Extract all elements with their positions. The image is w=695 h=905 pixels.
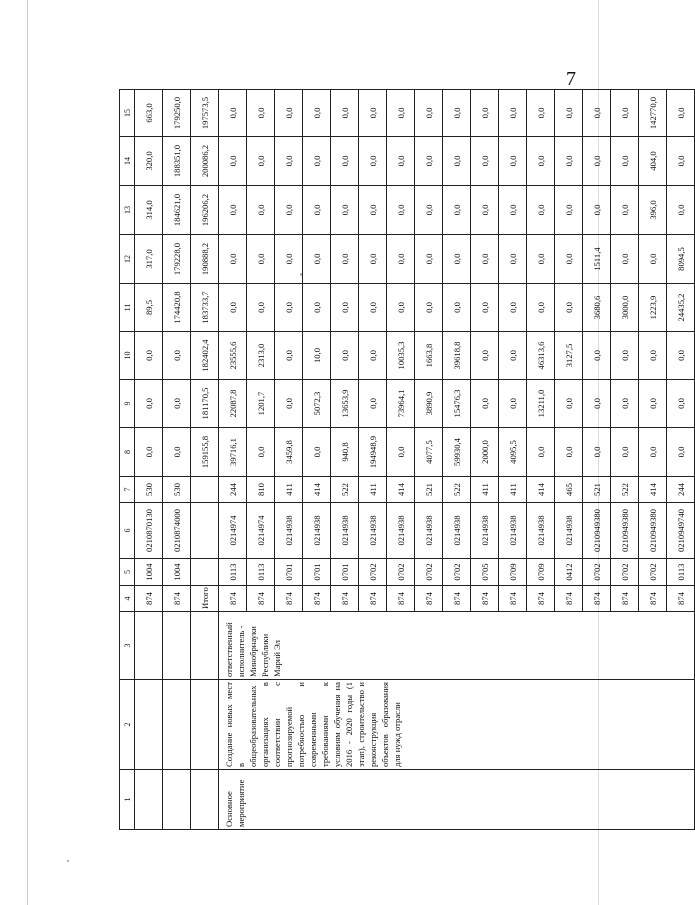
table-cell: 874 <box>611 586 639 612</box>
table-cell: 3680,6 <box>583 284 611 332</box>
table-cell: 810 <box>247 477 275 503</box>
table-cell <box>135 680 163 770</box>
table-cell: 0,0 <box>219 186 247 235</box>
table-cell <box>191 559 219 586</box>
table-cell: 0702 <box>415 559 443 586</box>
table-cell: 0,0 <box>583 380 611 428</box>
table-cell: 414 <box>387 477 415 503</box>
table-cell: 1663,8 <box>415 332 443 380</box>
table-cell: 0,0 <box>499 332 527 380</box>
table-cell <box>191 770 219 830</box>
table-cell: 0702 <box>443 559 471 586</box>
table-cell: 874 <box>331 586 359 612</box>
table-cell: 0113 <box>219 559 247 586</box>
table-cell: 0,0 <box>471 235 499 284</box>
table-cell: 0,0 <box>527 137 555 186</box>
table-cell: 0,0 <box>471 380 499 428</box>
scan-speck <box>67 860 69 862</box>
table-cell: 0,0 <box>387 186 415 235</box>
table-cell: 0214938 <box>555 503 583 559</box>
table-cell: 179228,0 <box>163 235 191 284</box>
column-number-11: 11 <box>120 284 135 332</box>
table-cell <box>191 612 219 680</box>
table-cell: 22087,8 <box>219 380 247 428</box>
table-cell: 0,0 <box>555 90 583 137</box>
table-cell: 0,0 <box>247 137 275 186</box>
table-cell: 0,0 <box>611 235 639 284</box>
table-cell: 0,0 <box>639 428 667 477</box>
table-cell: 10035,3 <box>387 332 415 380</box>
table-cell: 0,0 <box>667 137 695 186</box>
table-cell <box>191 680 219 770</box>
table-cell <box>191 503 219 559</box>
table-cell: 317,0 <box>135 235 163 284</box>
table-cell: 194948,9 <box>359 428 387 477</box>
table-cell: 0709 <box>527 559 555 586</box>
table-cell: 530 <box>135 477 163 503</box>
table-cell: 0,0 <box>667 186 695 235</box>
table-cell: 0,0 <box>219 284 247 332</box>
table-cell: 46313,6 <box>527 332 555 380</box>
table-cell: 1004 <box>135 559 163 586</box>
table-cell: 0412 <box>555 559 583 586</box>
table-cell: 0,0 <box>359 284 387 332</box>
table-cell: 0,0 <box>583 137 611 186</box>
table-cell: 0,0 <box>583 332 611 380</box>
table-cell: 874 <box>247 586 275 612</box>
table-cell: 874 <box>639 586 667 612</box>
total-value: 181170,5 <box>191 380 219 428</box>
table-cell: 874 <box>163 586 191 612</box>
table-cell: 0113 <box>247 559 275 586</box>
table-cell: 0,0 <box>555 428 583 477</box>
table-cell: 874 <box>359 586 387 612</box>
table-cell: 0,0 <box>527 235 555 284</box>
table-cell: 0,0 <box>583 186 611 235</box>
table-cell: 0702 <box>387 559 415 586</box>
table-cell: 8094,5 <box>667 235 695 284</box>
table-cell: 0214938 <box>275 503 303 559</box>
table-cell: 0,0 <box>471 137 499 186</box>
column-number-2: 2 <box>120 680 135 770</box>
table-cell: 874 <box>135 586 163 612</box>
total-row <box>191 90 219 830</box>
measure-description-cell: Создание новых мест в общеобразовательных организациях в соответствии с прогнозируемой потребностью и современными требованиями к условиям обучения на 2016 - 2020 годы (1 этап), строительство и реконструкция объектов образования для нужд отрасли <box>219 680 695 770</box>
table-cell: 59930,4 <box>443 428 471 477</box>
table-cell: 10,0 <box>303 332 331 380</box>
table-cell: 0210949380 <box>611 503 639 559</box>
table-cell: 0,0 <box>387 90 415 137</box>
table-cell: 0701 <box>275 559 303 586</box>
table-cell: 39618,8 <box>443 332 471 380</box>
table-cell <box>135 770 163 830</box>
column-number-10: 10 <box>120 332 135 380</box>
table-cell: 0,0 <box>359 90 387 137</box>
table-cell: 874 <box>415 586 443 612</box>
table-cell: 874 <box>583 586 611 612</box>
table-cell <box>135 612 163 680</box>
table-cell: 24435,2 <box>667 284 695 332</box>
table-cell: 0,0 <box>303 137 331 186</box>
table-cell: 0,0 <box>471 332 499 380</box>
table-cell: 1511,4 <box>583 235 611 284</box>
table-cell: 0,0 <box>415 186 443 235</box>
table-cell: 0,0 <box>303 428 331 477</box>
table-cell: 874 <box>667 586 695 612</box>
table-cell: 0,0 <box>443 284 471 332</box>
table-row <box>219 90 247 830</box>
table-cell: 0210949740 <box>667 503 695 559</box>
table-cell: 411 <box>499 477 527 503</box>
table-cell: 0,0 <box>275 186 303 235</box>
column-number-14: 14 <box>120 137 135 186</box>
table-cell: 0,0 <box>499 235 527 284</box>
table-cell: 0,0 <box>163 380 191 428</box>
table-cell: 244 <box>667 477 695 503</box>
table-cell: 0,0 <box>583 428 611 477</box>
table-cell: 0,0 <box>667 332 695 380</box>
table-cell: 0214938 <box>499 503 527 559</box>
table-row <box>135 90 163 830</box>
table-cell: 0702 <box>639 559 667 586</box>
table-cell: 2313,0 <box>247 332 275 380</box>
table-cell: 0,0 <box>555 137 583 186</box>
table-cell: 0,0 <box>527 428 555 477</box>
column-number-12: 12 <box>120 235 135 284</box>
table-cell: 411 <box>275 477 303 503</box>
table-cell <box>163 612 191 680</box>
table-cell: 663,0 <box>135 90 163 137</box>
total-value: 196206,2 <box>191 186 219 235</box>
table-cell: 0,0 <box>275 332 303 380</box>
table-cell: 0,0 <box>555 186 583 235</box>
table-cell: 0,0 <box>667 90 695 137</box>
column-number-7: 7 <box>120 477 135 503</box>
table-cell: 0701 <box>303 559 331 586</box>
column-number-3: 3 <box>120 612 135 680</box>
total-value: 200086,2 <box>191 137 219 186</box>
table-cell: 874 <box>275 586 303 612</box>
page-number: 7 <box>566 68 576 90</box>
column-number-row <box>120 90 135 830</box>
table-cell: 0214938 <box>303 503 331 559</box>
table-cell: 314,0 <box>135 186 163 235</box>
table-cell: 521 <box>583 477 611 503</box>
table-cell: 522 <box>443 477 471 503</box>
table-cell: 0,0 <box>667 380 695 428</box>
table-cell: 0,0 <box>611 137 639 186</box>
table-cell: 0,0 <box>443 235 471 284</box>
table-cell: 3000,0 <box>611 284 639 332</box>
table-cell: 23555,6 <box>219 332 247 380</box>
table-cell: 0709 <box>499 559 527 586</box>
table-cell: 0,0 <box>163 332 191 380</box>
total-value: 197573,5 <box>191 90 219 137</box>
table-cell: 0,0 <box>611 428 639 477</box>
table-cell: 0702 <box>583 559 611 586</box>
table-cell: 411 <box>471 477 499 503</box>
table-cell: 0,0 <box>331 186 359 235</box>
table-cell: 0,0 <box>359 332 387 380</box>
total-value: 159155,8 <box>191 428 219 477</box>
table-cell: 0,0 <box>667 428 695 477</box>
table-cell: 0210870130 <box>135 503 163 559</box>
table-cell: 0210949380 <box>583 503 611 559</box>
table-cell: 0214938 <box>415 503 443 559</box>
table-cell: 0,0 <box>359 380 387 428</box>
table-cell: 179250,0 <box>163 90 191 137</box>
table-cell: 0214938 <box>443 503 471 559</box>
table-cell: 874 <box>443 586 471 612</box>
table-cell: 0,0 <box>331 137 359 186</box>
table-cell: 184621,0 <box>163 186 191 235</box>
table-row <box>163 90 191 830</box>
table-cell: 0,0 <box>387 137 415 186</box>
table-cell <box>191 477 219 503</box>
budget-table <box>119 89 695 830</box>
table-cell: 0,0 <box>219 137 247 186</box>
rotated-table-wrapper <box>119 90 686 830</box>
column-number-8: 8 <box>120 428 135 477</box>
table-cell: 0113 <box>667 559 695 586</box>
table-cell: 0,0 <box>275 137 303 186</box>
table-cell: 0,0 <box>415 137 443 186</box>
table-cell: 0702 <box>611 559 639 586</box>
table-cell: 0210874000 <box>163 503 191 559</box>
table-cell: 404,0 <box>639 137 667 186</box>
table-cell: 0,0 <box>135 332 163 380</box>
table-cell: 522 <box>331 477 359 503</box>
table-cell: 73964,1 <box>387 380 415 428</box>
total-value: 183733,7 <box>191 284 219 332</box>
table-cell: 1223,9 <box>639 284 667 332</box>
table-cell: 0,0 <box>471 186 499 235</box>
table-cell: 0,0 <box>583 90 611 137</box>
table-cell: 0,0 <box>219 90 247 137</box>
table-cell: 0,0 <box>219 235 247 284</box>
table-cell: 0214938 <box>331 503 359 559</box>
column-number-4: 4 <box>120 586 135 612</box>
table-cell: 5072,3 <box>303 380 331 428</box>
table-cell: 320,0 <box>135 137 163 186</box>
table-cell: 0,0 <box>555 235 583 284</box>
table-cell: 188351,0 <box>163 137 191 186</box>
table-cell: 0,0 <box>247 186 275 235</box>
table-cell: 0214974 <box>247 503 275 559</box>
table-cell: 465 <box>555 477 583 503</box>
table-cell: 4095,5 <box>499 428 527 477</box>
table-cell: 0,0 <box>275 284 303 332</box>
table-cell: 0,0 <box>303 90 331 137</box>
table-cell: 411 <box>359 477 387 503</box>
table-cell: 3890,9 <box>415 380 443 428</box>
table-cell: 0,0 <box>499 137 527 186</box>
table-cell: 0,0 <box>303 235 331 284</box>
table-cell: 0,0 <box>415 284 443 332</box>
table-cell: 0,0 <box>275 380 303 428</box>
table-cell: 0,0 <box>247 284 275 332</box>
table-cell: 0,0 <box>247 428 275 477</box>
table-cell: 521 <box>415 477 443 503</box>
table-cell: 0705 <box>471 559 499 586</box>
table-cell: 4077,5 <box>415 428 443 477</box>
table-cell: 0,0 <box>611 90 639 137</box>
table-cell: 0701 <box>331 559 359 586</box>
table-cell: 0,0 <box>415 90 443 137</box>
table-cell: 0214974 <box>219 503 247 559</box>
table-cell: 89,5 <box>135 284 163 332</box>
table-cell: 0,0 <box>611 186 639 235</box>
table-cell: 0,0 <box>443 90 471 137</box>
table-cell: 396,0 <box>639 186 667 235</box>
table-cell: 874 <box>219 586 247 612</box>
table-cell: 0,0 <box>359 186 387 235</box>
table-cell: 15476,3 <box>443 380 471 428</box>
table-cell: 0,0 <box>303 186 331 235</box>
table-cell: 0,0 <box>387 235 415 284</box>
table-cell: 0,0 <box>499 90 527 137</box>
table-cell: 874 <box>499 586 527 612</box>
table-cell: 0,0 <box>359 137 387 186</box>
table-cell: 142770,0 <box>639 90 667 137</box>
table-cell: 874 <box>527 586 555 612</box>
table-cell: 0,0 <box>471 284 499 332</box>
table-cell: 0,0 <box>639 235 667 284</box>
table-cell: 940,8 <box>331 428 359 477</box>
table-cell: 0,0 <box>611 332 639 380</box>
table-cell: 0702 <box>359 559 387 586</box>
table-cell: 530 <box>163 477 191 503</box>
table-cell: 0,0 <box>275 235 303 284</box>
table-cell: 0,0 <box>611 380 639 428</box>
table-cell: 0,0 <box>303 284 331 332</box>
table-cell: 0,0 <box>527 284 555 332</box>
table-cell <box>163 770 191 830</box>
table-cell: 874 <box>471 586 499 612</box>
table-cell: 0,0 <box>555 380 583 428</box>
table-cell: 0,0 <box>135 380 163 428</box>
table-cell: 0,0 <box>247 235 275 284</box>
table-cell: 1004 <box>163 559 191 586</box>
table-cell: 0,0 <box>443 137 471 186</box>
column-number-13: 13 <box>120 186 135 235</box>
table-cell: 0,0 <box>359 235 387 284</box>
table-cell: 0214938 <box>527 503 555 559</box>
table-cell: 0214938 <box>471 503 499 559</box>
table-cell: 0,0 <box>135 428 163 477</box>
table-cell: 3459,8 <box>275 428 303 477</box>
table-cell: 0,0 <box>331 235 359 284</box>
measure-type-cell: Основное мероприятие <box>219 770 695 830</box>
table-cell: 0214938 <box>387 503 415 559</box>
total-label: Итого <box>191 586 219 612</box>
table-cell: 0214938 <box>359 503 387 559</box>
table-cell: 13211,0 <box>527 380 555 428</box>
table-cell: 0,0 <box>639 332 667 380</box>
table-cell: 0,0 <box>443 186 471 235</box>
table-cell: 874 <box>303 586 331 612</box>
table-cell: 0,0 <box>331 90 359 137</box>
total-value: 182402,4 <box>191 332 219 380</box>
table-cell: 13653,9 <box>331 380 359 428</box>
table-cell: 0,0 <box>331 332 359 380</box>
table-cell: 39716,1 <box>219 428 247 477</box>
table-cell: 414 <box>303 477 331 503</box>
table-cell: 3127,5 <box>555 332 583 380</box>
table-cell: 0,0 <box>387 284 415 332</box>
table-cell: 0,0 <box>555 284 583 332</box>
table-cell: 0,0 <box>527 90 555 137</box>
table-cell: 874 <box>387 586 415 612</box>
table-cell: 0,0 <box>331 284 359 332</box>
table-cell: 0,0 <box>527 186 555 235</box>
table-cell: 0,0 <box>499 186 527 235</box>
table-cell: 1201,7 <box>247 380 275 428</box>
table-cell: 414 <box>527 477 555 503</box>
table-cell: 0,0 <box>387 428 415 477</box>
table-cell: 0210949380 <box>639 503 667 559</box>
scan-edge-line <box>27 0 28 905</box>
table-cell: 0,0 <box>639 380 667 428</box>
total-value: 190888,2 <box>191 235 219 284</box>
table-cell: 174420,8 <box>163 284 191 332</box>
table-cell: 0,0 <box>415 235 443 284</box>
table-cell: 0,0 <box>499 380 527 428</box>
column-number-15: 15 <box>120 90 135 137</box>
table-cell <box>163 680 191 770</box>
table-cell: 0,0 <box>275 90 303 137</box>
table-cell: 414 <box>639 477 667 503</box>
table-cell: 874 <box>555 586 583 612</box>
table-cell: 0,0 <box>247 90 275 137</box>
table-cell: 0,0 <box>499 284 527 332</box>
table-cell: 0,0 <box>471 90 499 137</box>
column-number-1: 1 <box>120 770 135 830</box>
column-number-9: 9 <box>120 380 135 428</box>
table-cell: 0,0 <box>163 428 191 477</box>
responsible-executor-cell: ответственный исполнитель - Минобрнауки Республики Марий Эл <box>219 612 695 680</box>
column-number-6: 6 <box>120 503 135 559</box>
column-number-5: 5 <box>120 559 135 586</box>
table-cell: 522 <box>611 477 639 503</box>
table-cell: 2000,0 <box>471 428 499 477</box>
table-cell: 244 <box>219 477 247 503</box>
